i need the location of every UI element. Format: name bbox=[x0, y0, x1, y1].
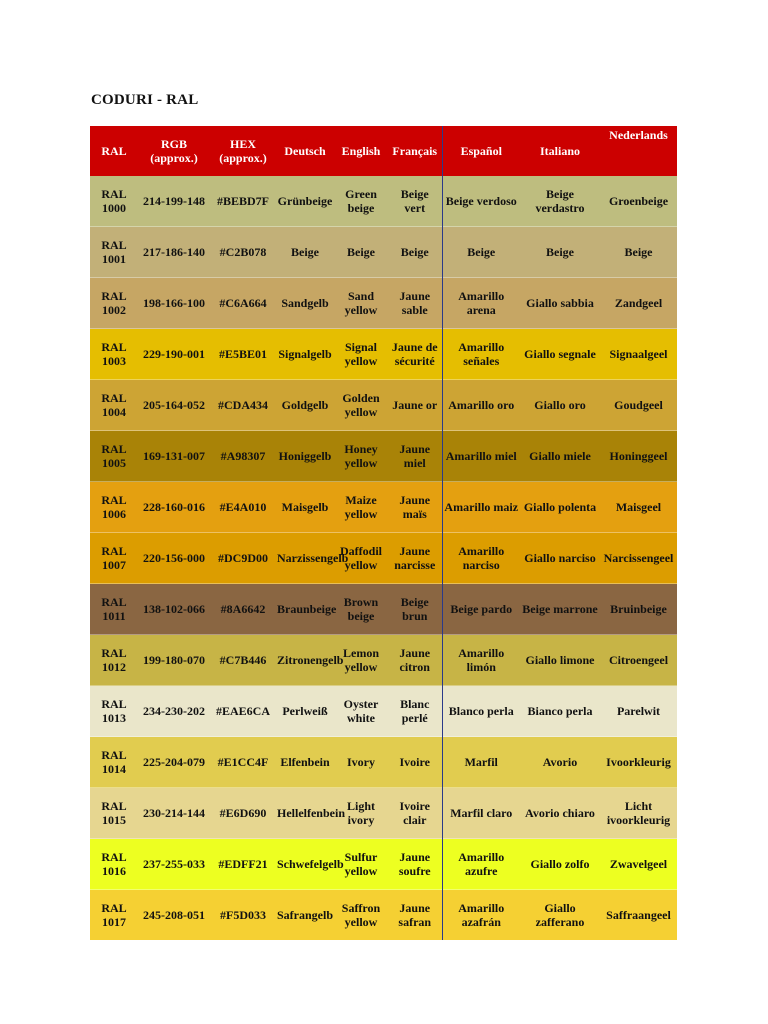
cell-italiano: Giallo oro bbox=[520, 380, 600, 431]
cell-hex: #A98307 bbox=[210, 431, 276, 482]
cell-hex: #EDFF21 bbox=[210, 839, 276, 890]
cell-italiano: Beige bbox=[520, 227, 600, 278]
cell-deutsch: Honiggelb bbox=[276, 431, 334, 482]
cell-francais: Beige vert bbox=[400, 187, 429, 215]
cell-italiano: Beige verdastro bbox=[535, 187, 585, 215]
cell-english: Beige bbox=[334, 227, 388, 278]
cell-english: Sulfur yellow bbox=[334, 839, 388, 890]
table-row bbox=[90, 227, 677, 278]
cell-deutsch: Narzissengelb bbox=[276, 533, 334, 584]
ral-color-table bbox=[90, 126, 677, 940]
cell-francais: Jaune citron bbox=[388, 635, 442, 686]
cell-rgb: 228-160-016 bbox=[138, 482, 210, 533]
cell-italiano: Giallo narciso bbox=[520, 533, 600, 584]
table-row bbox=[90, 431, 677, 482]
cell-hex: #E4A010 bbox=[210, 482, 276, 533]
cell-deutsch: Schwefelgelb bbox=[276, 839, 334, 890]
cell-francais: Jaune safran bbox=[388, 890, 442, 941]
cell-francais: Jaune de sécurité bbox=[388, 329, 442, 380]
cell-espanol: Amarillo señales bbox=[442, 329, 520, 380]
cell-rgb: 220-156-000 bbox=[138, 533, 210, 584]
cell-italiano: Giallo polenta bbox=[520, 482, 600, 533]
cell-deutsch: Hellelfenbein bbox=[276, 788, 334, 839]
cell-rgb: 214-199-148 bbox=[143, 194, 205, 208]
cell-deutsch: Signalgelb bbox=[276, 329, 334, 380]
cell-rgb: 230-214-144 bbox=[138, 788, 210, 839]
cell-nederlands: Honinggeel bbox=[600, 431, 677, 482]
table-row bbox=[90, 278, 677, 329]
cell-ral-code: RAL 1004 bbox=[90, 380, 138, 431]
table-row bbox=[90, 533, 677, 584]
cell-francais: Jaune maïs bbox=[388, 482, 442, 533]
cell-rgb: 225-204-079 bbox=[138, 737, 210, 788]
cell-francais: Jaune miel bbox=[388, 431, 442, 482]
cell-hex: #DC9D00 bbox=[210, 533, 276, 584]
table-row bbox=[90, 482, 677, 533]
cell-rgb: 245-208-051 bbox=[138, 890, 210, 941]
cell-english: Green beige bbox=[345, 187, 377, 215]
header-rgb: RGB (approx.) bbox=[138, 126, 210, 176]
cell-deutsch: Braunbeige bbox=[276, 584, 334, 635]
cell-english: Maize yellow bbox=[334, 482, 388, 533]
document-title: CODURI - RAL bbox=[91, 92, 199, 108]
header-english: English bbox=[334, 126, 388, 176]
cell-english: Saffron yellow bbox=[334, 890, 388, 941]
cell-deutsch: Maisgelb bbox=[276, 482, 334, 533]
cell-italiano: Giallo limone bbox=[520, 635, 600, 686]
cell-italiano: Bianco perla bbox=[520, 686, 600, 737]
cell-english: Sand yellow bbox=[334, 278, 388, 329]
cell-rgb: 205-164-052 bbox=[138, 380, 210, 431]
table-row bbox=[90, 380, 677, 431]
cell-italiano: Beige marrone bbox=[520, 584, 600, 635]
table-row bbox=[90, 839, 677, 890]
cell-ral-code: RAL 1006 bbox=[90, 482, 138, 533]
header-francais: Français bbox=[388, 126, 442, 176]
cell-hex: #C6A664 bbox=[210, 278, 276, 329]
cell-deutsch: Goldgelb bbox=[276, 380, 334, 431]
table-row bbox=[90, 686, 677, 737]
cell-espanol: Amarillo limón bbox=[442, 635, 520, 686]
cell-francais: Jaune narcisse bbox=[388, 533, 442, 584]
cell-rgb: 199-180-070 bbox=[138, 635, 210, 686]
cell-rgb: 234-230-202 bbox=[138, 686, 210, 737]
cell-italiano: Giallo miele bbox=[520, 431, 600, 482]
cell-deutsch: Grünbeige bbox=[277, 194, 333, 208]
cell-espanol: Amarillo oro bbox=[442, 380, 520, 431]
cell-english: Light ivory bbox=[334, 788, 388, 839]
cell-francais: Ivoire bbox=[388, 737, 442, 788]
header-ral: RAL bbox=[90, 126, 138, 176]
cell-espanol: Amarillo maiz bbox=[442, 482, 520, 533]
cell-deutsch: Elfenbein bbox=[276, 737, 334, 788]
cell-francais: Blanc perlé bbox=[388, 686, 442, 737]
cell-espanol: Beige pardo bbox=[442, 584, 520, 635]
table-header-row bbox=[90, 126, 677, 176]
cell-espanol: Beige verdoso bbox=[442, 176, 520, 227]
cell-hex: #C2B078 bbox=[210, 227, 276, 278]
cell-hex: #E5BE01 bbox=[210, 329, 276, 380]
cell-english: Ivory bbox=[334, 737, 388, 788]
cell-francais: Ivoire clair bbox=[388, 788, 442, 839]
table-row bbox=[90, 737, 677, 788]
cell-ral-code: RAL 1007 bbox=[90, 533, 138, 584]
cell-italiano: Giallo zolfo bbox=[520, 839, 600, 890]
table-row bbox=[90, 584, 677, 635]
cell-nederlands: Groenbeige bbox=[608, 194, 669, 208]
cell-ral-code: RAL 1012 bbox=[90, 635, 138, 686]
cell-hex: #E1CC4F bbox=[210, 737, 276, 788]
cell-nederlands: Beige bbox=[600, 227, 677, 278]
table-body bbox=[90, 176, 677, 940]
cell-nederlands: Saffraangeel bbox=[600, 890, 677, 941]
cell-nederlands: Ivoorkleurig bbox=[600, 737, 677, 788]
cell-ral-code: RAL 1014 bbox=[90, 737, 138, 788]
header-deutsch: Deutsch bbox=[276, 126, 334, 176]
cell-francais: Beige brun bbox=[388, 584, 442, 635]
cell-deutsch: Sandgelb bbox=[276, 278, 334, 329]
cell-deutsch: Zitronengelb bbox=[276, 635, 334, 686]
cell-francais: Beige bbox=[388, 227, 442, 278]
cell-nederlands: Maisgeel bbox=[600, 482, 677, 533]
cell-nederlands: Licht ivoorkleurig bbox=[600, 788, 677, 839]
cell-hex: #C7B446 bbox=[210, 635, 276, 686]
cell-deutsch: Beige bbox=[276, 227, 334, 278]
header-hex: HEX (approx.) bbox=[210, 126, 276, 176]
cell-english: Honey yellow bbox=[334, 431, 388, 482]
cell-italiano: Avorio chiaro bbox=[520, 788, 600, 839]
cell-nederlands: Signaalgeel bbox=[600, 329, 677, 380]
cell-ral-code: RAL 1016 bbox=[90, 839, 138, 890]
cell-espanol: Amarillo azafrán bbox=[442, 890, 520, 941]
table-row bbox=[90, 329, 677, 380]
cell-ral-code: RAL 1015 bbox=[90, 788, 138, 839]
cell-nederlands: Bruinbeige bbox=[600, 584, 677, 635]
cell-english: Daffodil yellow bbox=[334, 533, 388, 584]
cell-espanol: Amarillo azufre bbox=[442, 839, 520, 890]
table-row bbox=[90, 635, 677, 686]
cell-rgb: 229-190-001 bbox=[138, 329, 210, 380]
cell-rgb: 237-255-033 bbox=[138, 839, 210, 890]
cell-nederlands: Goudgeel bbox=[600, 380, 677, 431]
cell-nederlands: Parelwit bbox=[600, 686, 677, 737]
cell-italiano: Giallo zafferano bbox=[520, 890, 600, 941]
table-row bbox=[90, 890, 677, 941]
cell-espanol: Marfil claro bbox=[442, 788, 520, 839]
cell-english: Brown beige bbox=[334, 584, 388, 635]
cell-hex: #8A6642 bbox=[210, 584, 276, 635]
cell-hex: #CDA434 bbox=[210, 380, 276, 431]
cell-english: Oyster white bbox=[334, 686, 388, 737]
cell-italiano: Giallo sabbia bbox=[520, 278, 600, 329]
cell-espanol: Beige bbox=[442, 227, 520, 278]
cell-nederlands: Zandgeel bbox=[600, 278, 677, 329]
cell-espanol: Blanco perla bbox=[442, 686, 520, 737]
cell-espanol: Amarillo arena bbox=[442, 278, 520, 329]
cell-rgb: 138-102-066 bbox=[138, 584, 210, 635]
cell-francais: Jaune sable bbox=[388, 278, 442, 329]
cell-espanol: Amarillo narciso bbox=[442, 533, 520, 584]
cell-italiano: Avorio bbox=[520, 737, 600, 788]
cell-hex: #EAE6CA bbox=[210, 686, 276, 737]
cell-ral-code: RAL 1002 bbox=[90, 278, 138, 329]
cell-nederlands: Citroengeel bbox=[600, 635, 677, 686]
header-italiano: Italiano bbox=[520, 126, 600, 176]
cell-francais: Jaune or bbox=[388, 380, 442, 431]
cell-rgb: 217-186-140 bbox=[138, 227, 210, 278]
header-nederlands: Nederlands bbox=[600, 126, 677, 176]
cell-deutsch: Safrangelb bbox=[276, 890, 334, 941]
cell-nederlands: Narcissengeel bbox=[600, 533, 677, 584]
cell-english: Lemon yellow bbox=[334, 635, 388, 686]
cell-francais: Jaune soufre bbox=[388, 839, 442, 890]
table-row bbox=[90, 788, 677, 839]
cell-english: Signal yellow bbox=[334, 329, 388, 380]
cell-espanol: Amarillo miel bbox=[442, 431, 520, 482]
cell-ral-code: RAL 1011 bbox=[90, 584, 138, 635]
cell-hex: #F5D033 bbox=[210, 890, 276, 941]
cell-ral-code: RAL 1003 bbox=[90, 329, 138, 380]
cell-english: Golden yellow bbox=[334, 380, 388, 431]
cell-rgb: 198-166-100 bbox=[138, 278, 210, 329]
cell-ral-code: RAL 1001 bbox=[90, 227, 138, 278]
cell-rgb: 169-131-007 bbox=[138, 431, 210, 482]
cell-espanol: Marfil bbox=[442, 737, 520, 788]
cell-italiano: Giallo segnale bbox=[520, 329, 600, 380]
cell-hex: #E6D690 bbox=[210, 788, 276, 839]
table-row bbox=[90, 176, 677, 227]
cell-ral-code: RAL 1000 bbox=[101, 187, 127, 215]
cell-ral-code: RAL 1005 bbox=[90, 431, 138, 482]
header-espanol: Español bbox=[442, 126, 520, 176]
cell-deutsch: Perlweiß bbox=[276, 686, 334, 737]
cell-hex: #BEBD7F bbox=[216, 194, 269, 208]
cell-ral-code: RAL 1017 bbox=[90, 890, 138, 941]
cell-ral-code: RAL 1013 bbox=[90, 686, 138, 737]
cell-nederlands: Zwavelgeel bbox=[600, 839, 677, 890]
